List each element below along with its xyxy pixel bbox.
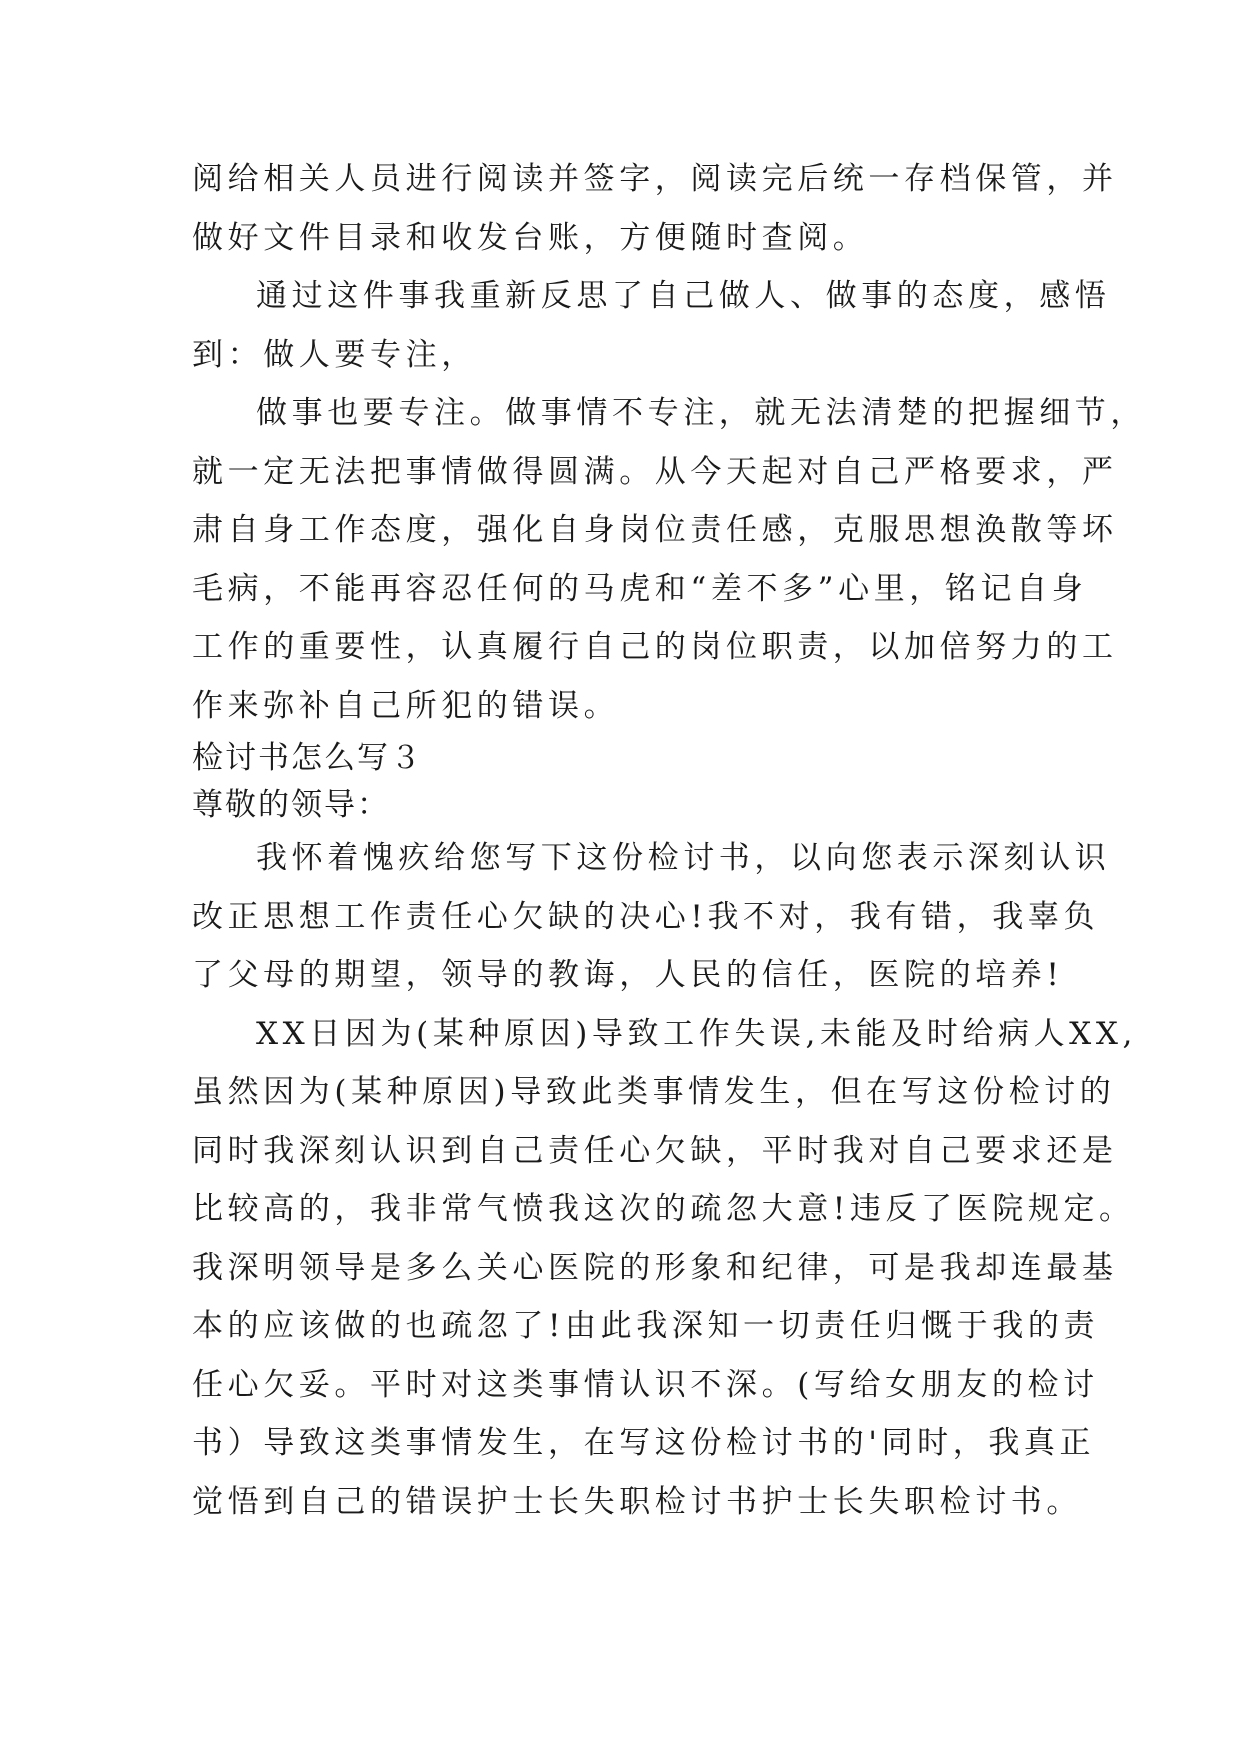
- text-line: 虽然因为(某种原因)导致此类事情发生，但在写这份检讨的: [192, 1074, 1116, 1110]
- text-line: 做好文件目录和收发台账，方便随时查阅。: [192, 219, 869, 256]
- paragraph-start-line: 我怀着愧疚给您写下这份检讨书，以向您表示深刻认识: [256, 840, 1111, 876]
- text-line: 肃自身工作态度，强化自身岗位责任感，克服思想涣散等坏: [192, 512, 1118, 548]
- text-line: 毛病，不能再容忍任何的马虎和“差不多”心里，铭记自身: [192, 570, 1088, 607]
- text-line: 觉悟到自己的错误护士长失职检讨书护士长失职检讨书。: [192, 1483, 1082, 1520]
- text-line: 我深明领导是多么关心医院的形象和纪律，可是我却连最基: [192, 1249, 1118, 1286]
- text-line: 工作的重要性，认真履行自己的岗位职责，以加倍努力的工: [192, 629, 1118, 665]
- text-line: 任心欠妥。平时对这类事情认识不深。(写给女朋友的检讨: [192, 1366, 1099, 1403]
- document-body: [192, 150, 1146, 1531]
- text-line: 书）导致这类事情发生，在写这份检讨书的'同时，我真正: [192, 1425, 1096, 1461]
- paragraph-start-line: XX日因为(某种原因)导致工作失误,未能及时给病人XX,: [256, 1015, 1137, 1052]
- paragraph-start-line: 做事也要专注。做事情不专注，就无法清楚的把握细节，: [256, 395, 1146, 431]
- section-heading: 检讨书怎么写３: [192, 740, 423, 776]
- text-line: 到：做人要专注，: [192, 336, 477, 373]
- text-line: 阅给相关人员进行阅读并签字，阅读完后统一存档保管，并: [192, 161, 1118, 197]
- text-line: 同时我深刻认识到自己责任心欠缺，平时我对自己要求还是: [192, 1132, 1118, 1169]
- text-line: 改正思想工作责任心欠缺的决心!我不对，我有错，我辜负: [192, 898, 1100, 935]
- paragraph-start-line: 通过这件事我重新反思了自己做人、做事的态度，感悟: [256, 278, 1111, 314]
- text-line: 就一定无法把事情做得圆满。从今天起对自己严格要求，严: [192, 453, 1118, 490]
- text-line: 作来弥补自己所犯的错误。: [192, 687, 620, 724]
- text-line: 了父母的期望，领导的教诲，人民的信任，医院的培养!: [192, 957, 1064, 993]
- salutation: 尊敬的领导：: [192, 787, 390, 823]
- text-line: 本的应该做的也疏忽了!由此我深知一切责任归慨于我的责: [192, 1308, 1100, 1344]
- text-line: 比较高的，我非常气愤我这次的疏忽大意!违反了医院规定。: [192, 1191, 1135, 1227]
